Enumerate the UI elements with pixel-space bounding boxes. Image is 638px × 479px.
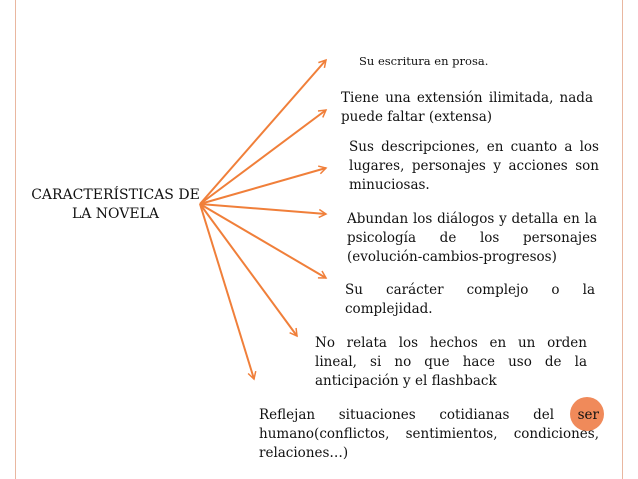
characteristic-extension: Tiene una extensión ilimitada, nada puede faltar (extensa) [341,90,593,125]
arrow-to-item-6 [200,204,297,336]
arrow-to-item-3 [200,168,326,204]
arrow-to-item-4 [200,204,326,214]
characteristic-everyday-situations: Reflejan situaciones cotidianas del ser humano(conflictos, sentimientos, condiciones, relaciones…) [259,407,599,461]
diagram-title: CARACTERÍSTICAS DE LA NOVELA [31,187,200,222]
characteristic-complexity: Su carácter complejo o la complejidad. [345,282,595,317]
characteristic-descriptions: Sus descripciones, en cuanto a los lugares, personajes y acciones son minuciosas. [349,139,599,193]
characteristic-non-linear: No relata los hechos en un orden lineal, si no que hace uso de la anticipación y el flashback [315,335,587,389]
arrow-to-item-2 [200,110,326,204]
characteristic-dialogues: Abundan los diálogos y detalla en la psicología de los personajes (evolución-cambios-progresos) [347,211,597,265]
arrow-to-item-1 [200,60,326,204]
characteristic-prose: Su escritura en prosa. [359,54,489,68]
